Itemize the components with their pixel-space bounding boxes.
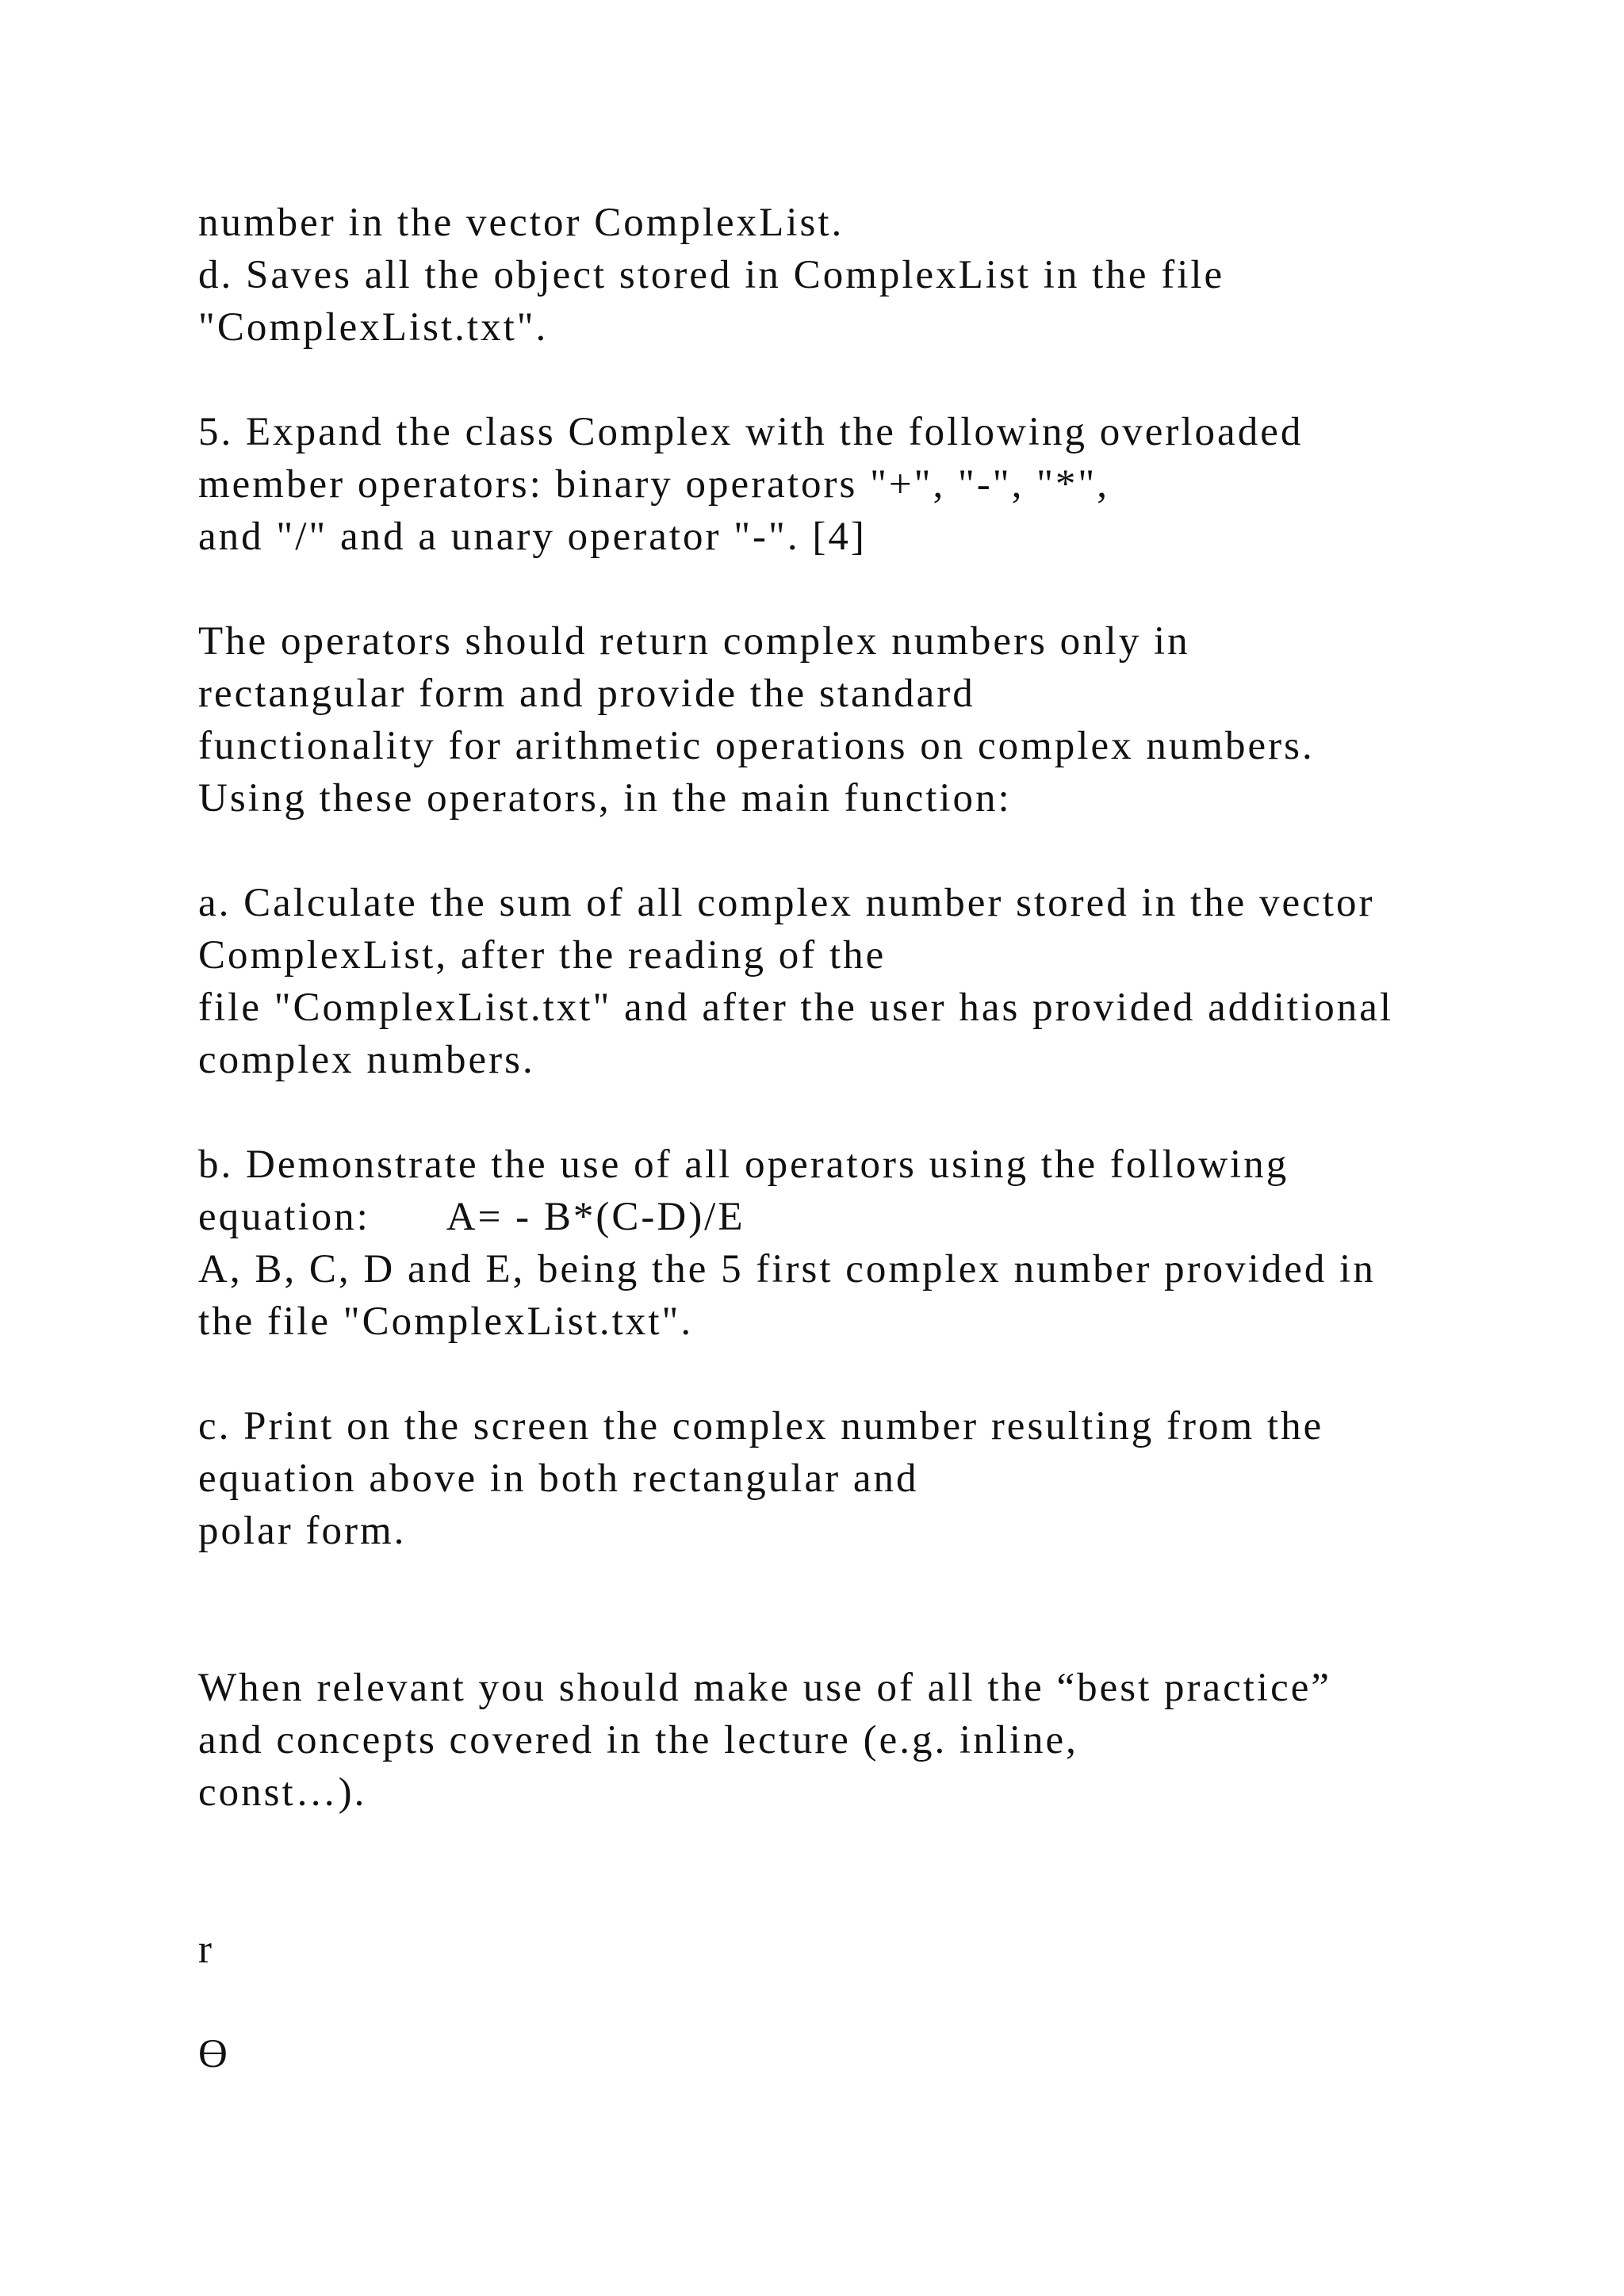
symbol-theta: ϴ: [198, 2032, 230, 2076]
text-line: b. Demonstrate the use of all operators using the following: [198, 1142, 1289, 1187]
text-line: Using these operators, in the main function:: [198, 776, 1012, 821]
text-line: rectangular form and provide the standard: [198, 672, 975, 716]
equation-expression: A= - B*(C-D)/E: [446, 1195, 745, 1239]
text-line: member operators: binary operators "+", "-", "*",: [198, 462, 1109, 507]
text-line: The operators should return complex numbers only in: [198, 619, 1190, 664]
text-line: polar form.: [198, 1509, 407, 1553]
equation-line: [198, 1197, 745, 1238]
text-line: and "/" and a unary operator "-". [4]: [198, 515, 867, 559]
text-line: functionality for arithmetic operations on complex numbers.: [198, 724, 1315, 768]
text-line: const…).: [198, 1770, 367, 1815]
text-line: "ComplexList.txt".: [198, 305, 549, 350]
symbol-r: r: [198, 1927, 214, 1972]
text-line: file "ComplexList.txt" and after the user has provided additional: [198, 985, 1394, 1030]
text-line: ComplexList, after the reading of the: [198, 933, 887, 978]
equation-label: equation:: [198, 1195, 370, 1239]
text-line: a. Calculate the sum of all complex number stored in the vector: [198, 881, 1375, 925]
text-line: complex numbers.: [198, 1038, 535, 1082]
text-line: d. Saves all the object stored in ComplexList in the file: [198, 253, 1225, 297]
text-line: c. Print on the screen the complex number resulting from the: [198, 1404, 1324, 1448]
text-line: the file "ComplexList.txt".: [198, 1299, 694, 1344]
text-line: equation above in both rectangular and: [198, 1456, 919, 1501]
text-line: When relevant you should make use of all the “best practice”: [198, 1666, 1332, 1710]
text-line: number in the vector ComplexList.: [198, 201, 845, 245]
text-line: and concepts covered in the lecture (e.g. inline,: [198, 1718, 1078, 1762]
text-line: A, B, C, D and E, being the 5 first complex number provided in: [198, 1247, 1376, 1292]
text-line: 5. Expand the class Complex with the following overloaded: [198, 410, 1304, 454]
